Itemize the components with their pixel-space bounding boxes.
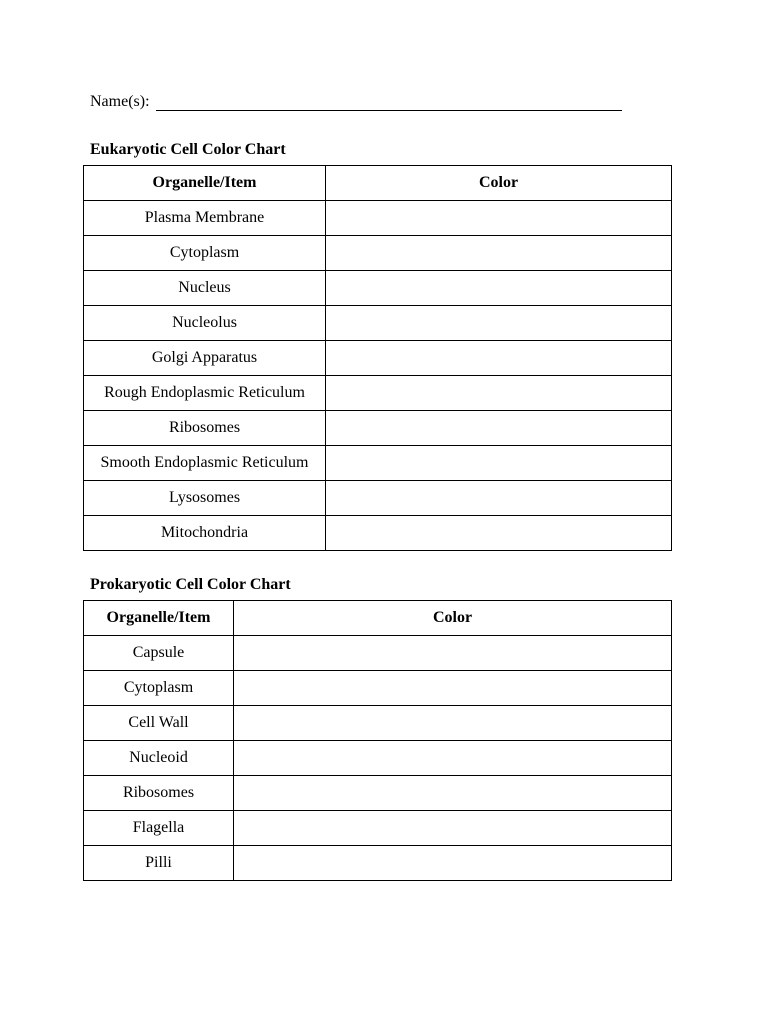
- color-cell[interactable]: [326, 516, 672, 551]
- table-row: [84, 846, 672, 881]
- table-row: [84, 776, 672, 811]
- color-cell[interactable]: [326, 446, 672, 481]
- color-cell[interactable]: [234, 811, 672, 846]
- table-row: [84, 741, 672, 776]
- table-row: [84, 671, 672, 706]
- color-cell[interactable]: [326, 481, 672, 516]
- color-cell[interactable]: [234, 846, 672, 881]
- color-cell[interactable]: [326, 341, 672, 376]
- organelle-cell: Cell Wall: [84, 706, 234, 741]
- table-row: [84, 706, 672, 741]
- organelle-cell: Cytoplasm: [84, 236, 326, 271]
- organelle-cell: Nucleolus: [84, 306, 326, 341]
- table-row: [84, 271, 672, 306]
- organelle-cell: Plasma Membrane: [84, 201, 326, 236]
- color-cell[interactable]: [326, 236, 672, 271]
- eukaryotic-color-table: [83, 165, 672, 551]
- column-header-color: Color: [326, 166, 672, 201]
- prokaryotic-chart-title: Prokaryotic Cell Color Chart: [90, 576, 291, 593]
- organelle-cell: Cytoplasm: [84, 671, 234, 706]
- organelle-cell: Nucleus: [84, 271, 326, 306]
- table-row: [84, 341, 672, 376]
- column-header-color: Color: [234, 601, 672, 636]
- name-label: Name(s):: [90, 93, 150, 110]
- eukaryotic-chart-title: Eukaryotic Cell Color Chart: [90, 141, 286, 158]
- organelle-cell: Mitochondria: [84, 516, 326, 551]
- organelle-cell: Capsule: [84, 636, 234, 671]
- organelle-cell: Flagella: [84, 811, 234, 846]
- column-header-organelle: Organelle/Item: [84, 601, 234, 636]
- table-row: [84, 481, 672, 516]
- color-cell[interactable]: [326, 201, 672, 236]
- table-row: [84, 411, 672, 446]
- organelle-cell: Ribosomes: [84, 776, 234, 811]
- table-row: [84, 446, 672, 481]
- organelle-cell: Golgi Apparatus: [84, 341, 326, 376]
- organelle-cell: Lysosomes: [84, 481, 326, 516]
- color-cell[interactable]: [234, 636, 672, 671]
- prokaryotic-color-table: [83, 600, 672, 881]
- color-cell[interactable]: [326, 411, 672, 446]
- name-line: [90, 92, 622, 111]
- color-cell[interactable]: [326, 376, 672, 411]
- table-row: [84, 201, 672, 236]
- organelle-cell: Smooth Endoplasmic Reticulum: [84, 446, 326, 481]
- table-row: [84, 236, 672, 271]
- color-cell[interactable]: [326, 271, 672, 306]
- organelle-cell: Ribosomes: [84, 411, 326, 446]
- table-row: [84, 811, 672, 846]
- table-row: [84, 376, 672, 411]
- table-header-row: [84, 601, 672, 636]
- table-row: [84, 636, 672, 671]
- color-cell[interactable]: [234, 706, 672, 741]
- organelle-cell: Pilli: [84, 846, 234, 881]
- table-row: [84, 306, 672, 341]
- table-row: [84, 516, 672, 551]
- organelle-cell: Nucleoid: [84, 741, 234, 776]
- color-cell[interactable]: [234, 776, 672, 811]
- column-header-organelle: Organelle/Item: [84, 166, 326, 201]
- table-header-row: [84, 166, 672, 201]
- organelle-cell: Rough Endoplasmic Reticulum: [84, 376, 326, 411]
- name-blank[interactable]: [156, 92, 622, 111]
- color-cell[interactable]: [234, 671, 672, 706]
- color-cell[interactable]: [326, 306, 672, 341]
- color-cell[interactable]: [234, 741, 672, 776]
